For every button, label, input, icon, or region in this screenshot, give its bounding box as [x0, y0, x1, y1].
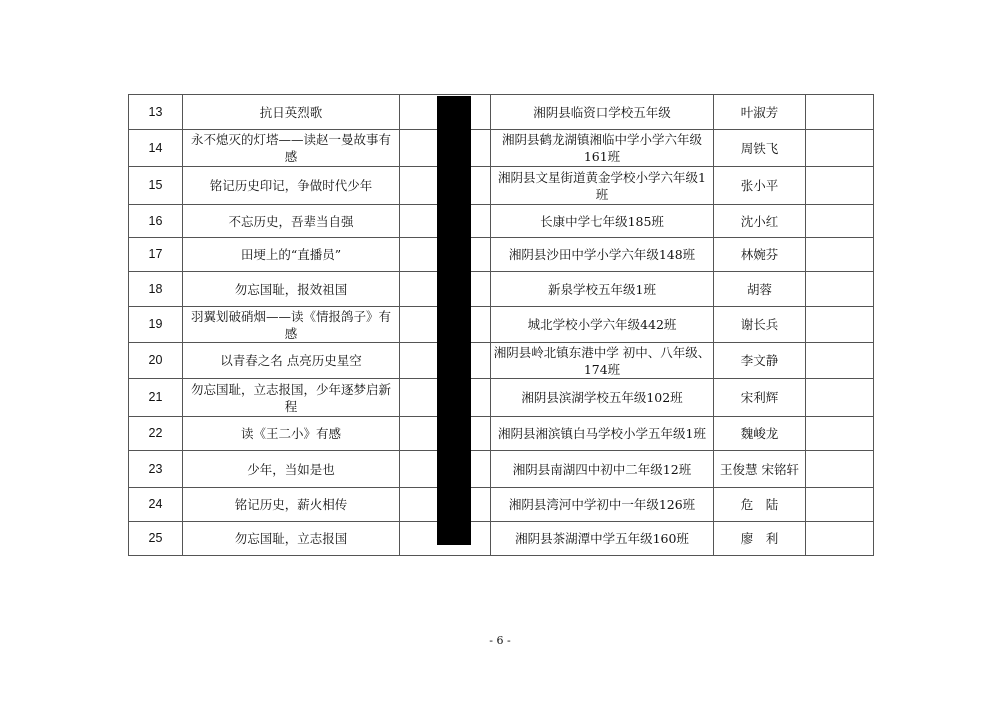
table-row	[129, 379, 874, 417]
teacher-name: 林婉芬	[714, 238, 806, 272]
teacher-name: 张小平	[714, 167, 806, 205]
school-class: 湘阴县文星街道黄金学校小学六年级1班	[491, 167, 714, 205]
essay-title: 铭记历史，薪火相传	[183, 488, 400, 522]
remark-cell	[806, 379, 874, 417]
row-number: 13	[129, 95, 183, 130]
table-row	[129, 343, 874, 379]
essay-title: 田埂上的“直播员”	[183, 238, 400, 272]
school-class: 湘阴县岭北镇东港中学 初中、八年级、174班	[491, 343, 714, 379]
school-class: 湘阴县沙田中学小学六年级148班	[491, 238, 714, 272]
remark-cell	[806, 272, 874, 307]
essay-title: 以青春之名 点亮历史星空	[183, 343, 400, 379]
school-class: 湘阴县滨湖学校五年级102班	[491, 379, 714, 417]
teacher-name: 宋利辉	[714, 379, 806, 417]
remark-cell	[806, 205, 874, 238]
school-class: 湘阴县茶湖潭中学五年级160班	[491, 522, 714, 556]
teacher-name: 沈小红	[714, 205, 806, 238]
teacher-name: 王俊慧 宋铭轩	[714, 451, 806, 488]
essay-title: 抗日英烈歌	[183, 95, 400, 130]
teacher-name: 周铁飞	[714, 130, 806, 167]
remark-cell	[806, 451, 874, 488]
page-number: - 6 -	[489, 634, 511, 647]
teacher-name: 谢长兵	[714, 307, 806, 343]
table-row	[129, 488, 874, 522]
school-class: 湘阴县临资口学校五年级	[491, 95, 714, 130]
table-row	[129, 167, 874, 205]
row-number: 15	[129, 167, 183, 205]
remark-cell	[806, 238, 874, 272]
remark-cell	[806, 488, 874, 522]
table-row	[129, 205, 874, 238]
essay-title: 羽翼划破硝烟——读《情报鸽子》有感	[183, 307, 400, 343]
table-row	[129, 95, 874, 130]
essay-title: 少年，当如是也	[183, 451, 400, 488]
remark-cell	[806, 307, 874, 343]
teacher-name: 叶淑芳	[714, 95, 806, 130]
table-row	[129, 238, 874, 272]
school-class: 长康中学七年级185班	[491, 205, 714, 238]
row-number: 18	[129, 272, 183, 307]
remark-cell	[806, 343, 874, 379]
teacher-name: 胡蓉	[714, 272, 806, 307]
teacher-name: 李文静	[714, 343, 806, 379]
school-class: 湘阴县南湖四中初中二年级12班	[491, 451, 714, 488]
redaction-bar	[437, 96, 471, 545]
remark-cell	[806, 95, 874, 130]
teacher-name: 危 陆	[714, 488, 806, 522]
essay-title: 勿忘国耻，立志报国	[183, 522, 400, 556]
row-number: 16	[129, 205, 183, 238]
award-table	[128, 94, 874, 556]
table-row	[129, 522, 874, 556]
remark-cell	[806, 417, 874, 451]
row-number: 21	[129, 379, 183, 417]
essay-title: 不忘历史，吾辈当自强	[183, 205, 400, 238]
row-number: 22	[129, 417, 183, 451]
row-number: 17	[129, 238, 183, 272]
table-row	[129, 272, 874, 307]
essay-title: 永不熄灭的灯塔——读赵一曼故事有感	[183, 130, 400, 167]
school-class: 湘阴县湘滨镇白马学校小学五年级1班	[491, 417, 714, 451]
remark-cell	[806, 167, 874, 205]
essay-title: 勿忘国耻，报效祖国	[183, 272, 400, 307]
essay-title: 铭记历史印记，争做时代少年	[183, 167, 400, 205]
row-number: 19	[129, 307, 183, 343]
table-row	[129, 130, 874, 167]
row-number: 14	[129, 130, 183, 167]
remark-cell	[806, 522, 874, 556]
row-number: 24	[129, 488, 183, 522]
school-class: 湘阴县湾河中学初中一年级126班	[491, 488, 714, 522]
school-class: 城北学校小学六年级442班	[491, 307, 714, 343]
table-row	[129, 307, 874, 343]
teacher-name: 魏峻龙	[714, 417, 806, 451]
remark-cell	[806, 130, 874, 167]
table-row	[129, 451, 874, 488]
row-number: 25	[129, 522, 183, 556]
school-class: 湘阴县鹤龙湖镇湘临中学小学六年级161班	[491, 130, 714, 167]
essay-title: 读《王二小》有感	[183, 417, 400, 451]
row-number: 20	[129, 343, 183, 379]
teacher-name: 廖 利	[714, 522, 806, 556]
school-class: 新泉学校五年级1班	[491, 272, 714, 307]
essay-title: 勿忘国耻，立志报国，少年逐梦启新程	[183, 379, 400, 417]
row-number: 23	[129, 451, 183, 488]
table-row	[129, 417, 874, 451]
